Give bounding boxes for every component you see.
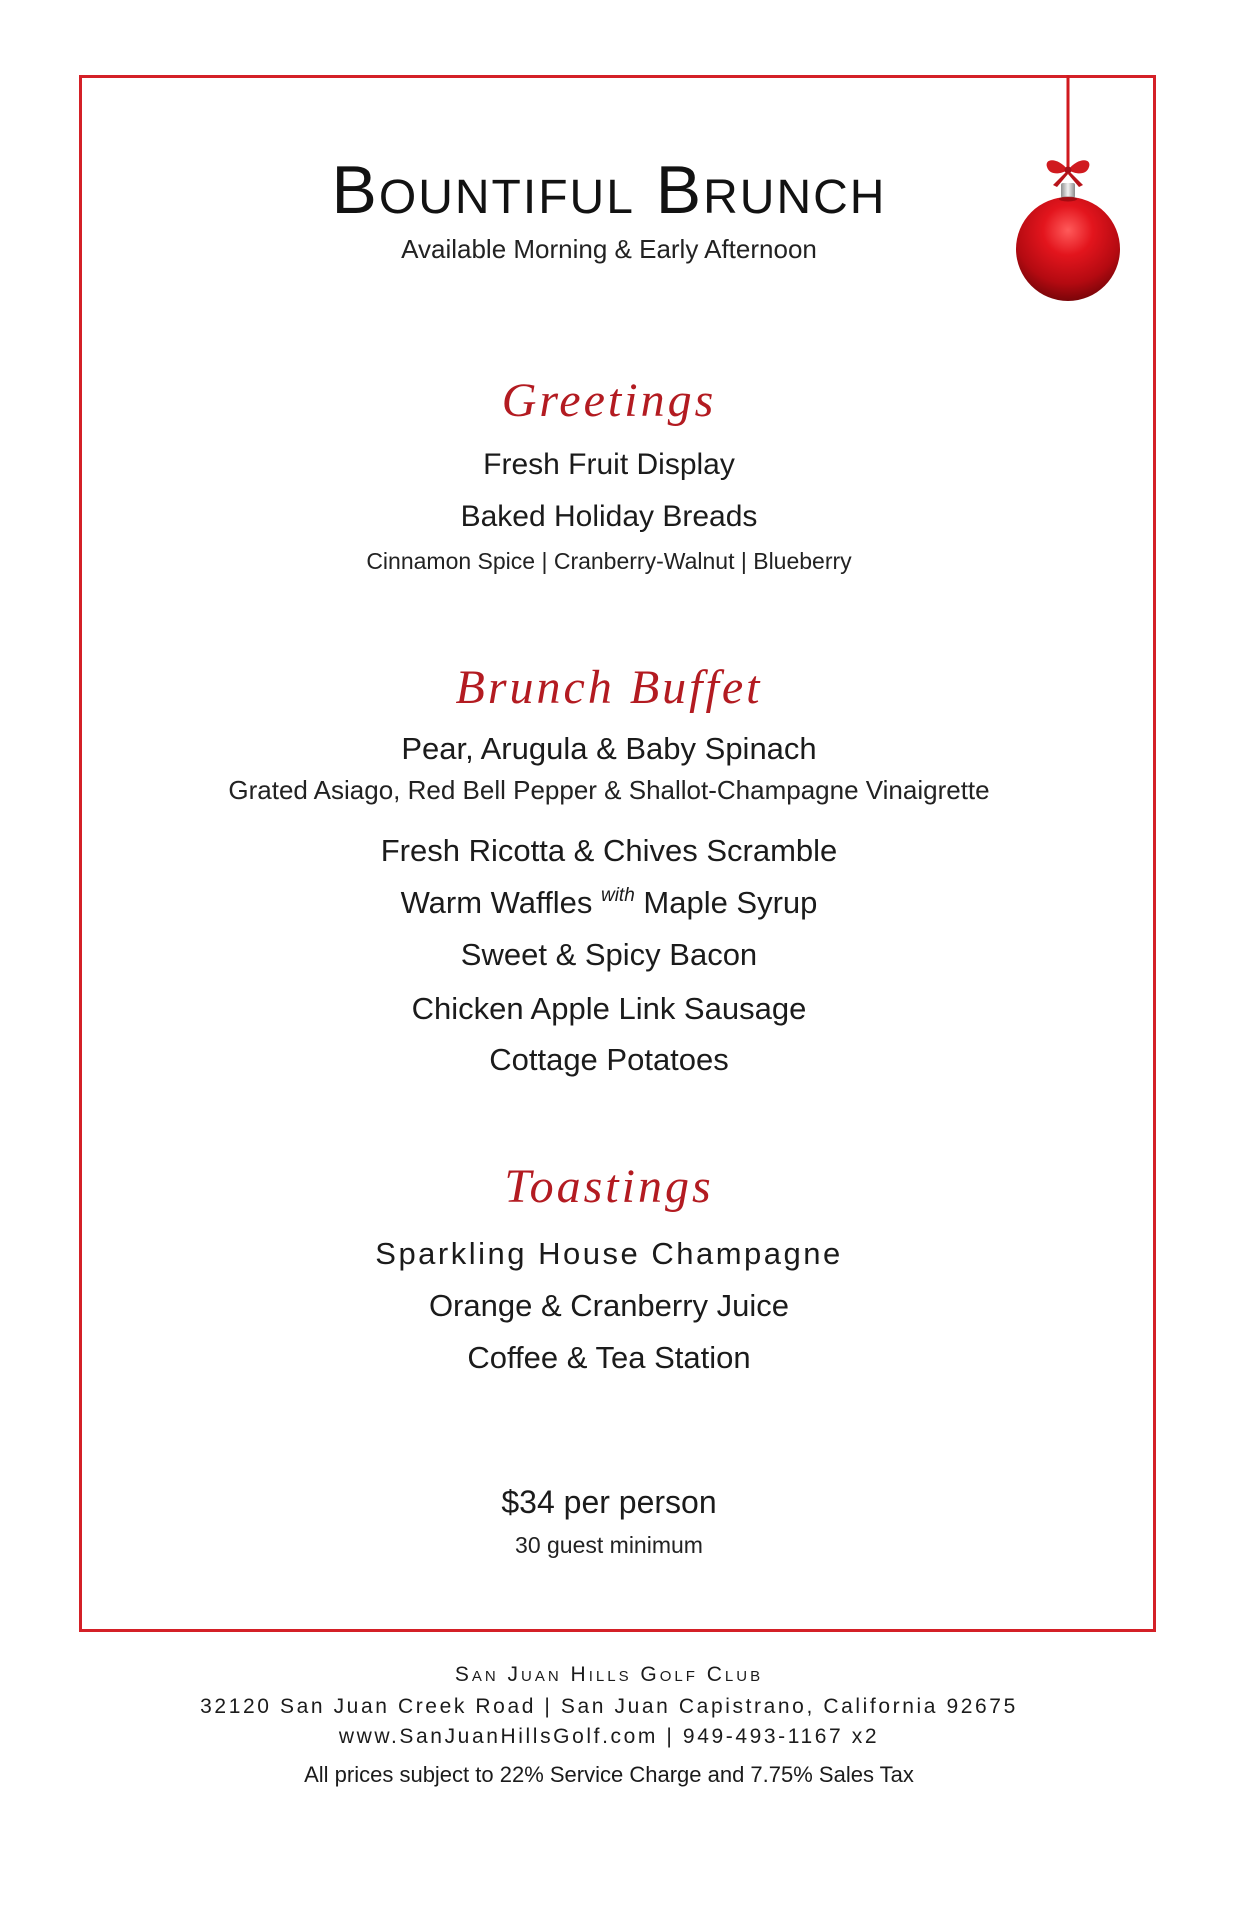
menu-item: Fresh Ricotta & Chives Scramble: [380, 833, 838, 868]
section-heading-brunch-buffet: Brunch Buffet: [455, 661, 763, 714]
menu-item: Chicken Apple Link Sausage: [411, 991, 807, 1026]
section-heading-greetings: Greetings: [501, 374, 717, 427]
menu-item: Cottage Potatoes: [489, 1042, 729, 1077]
menu-item: Sweet & Spicy Bacon: [460, 937, 758, 972]
menu-item-text: Warm Waffles: [400, 885, 593, 920]
menu-item: [0, 884, 1218, 927]
menu-item: Baked Holiday Breads: [460, 500, 758, 533]
menu-title: Bountiful Brunch: [331, 152, 887, 228]
menu-item: Pear, Arugula & Baby Spinach: [401, 731, 817, 766]
guest-minimum: 30 guest minimum: [515, 1532, 703, 1558]
menu-item-text: Maple Syrup: [643, 885, 818, 920]
menu-item-connector: with: [600, 885, 635, 906]
section-heading-toastings: Toastings: [504, 1160, 714, 1213]
menu-subtitle: Available Morning & Early Afternoon: [401, 234, 817, 264]
footer-pricing-note: All prices subject to 22% Service Charge and 7.75% Sales Tax: [304, 1762, 914, 1787]
footer-contact: www.SanJuanHillsGolf.com | 949-493-1167 x2: [338, 1725, 880, 1748]
price-per-person: $34 per person: [501, 1484, 717, 1520]
menu-item: Sparkling House Champagne: [375, 1236, 843, 1271]
menu-item: Coffee & Tea Station: [467, 1340, 751, 1375]
menu-item: Orange & Cranberry Juice: [428, 1288, 790, 1323]
footer-club-name: San Juan Hills Golf Club: [454, 1663, 764, 1686]
menu-item: Fresh Fruit Display: [483, 448, 735, 481]
menu-item-detail: Cinnamon Spice | Cranberry-Walnut | Blueberry: [366, 548, 852, 574]
menu-item-detail: Grated Asiago, Red Bell Pepper & Shallot-Champagne Vinaigrette: [228, 775, 990, 805]
footer-address: 32120 San Juan Creek Road | San Juan Capistrano, California 92675: [200, 1695, 1018, 1718]
